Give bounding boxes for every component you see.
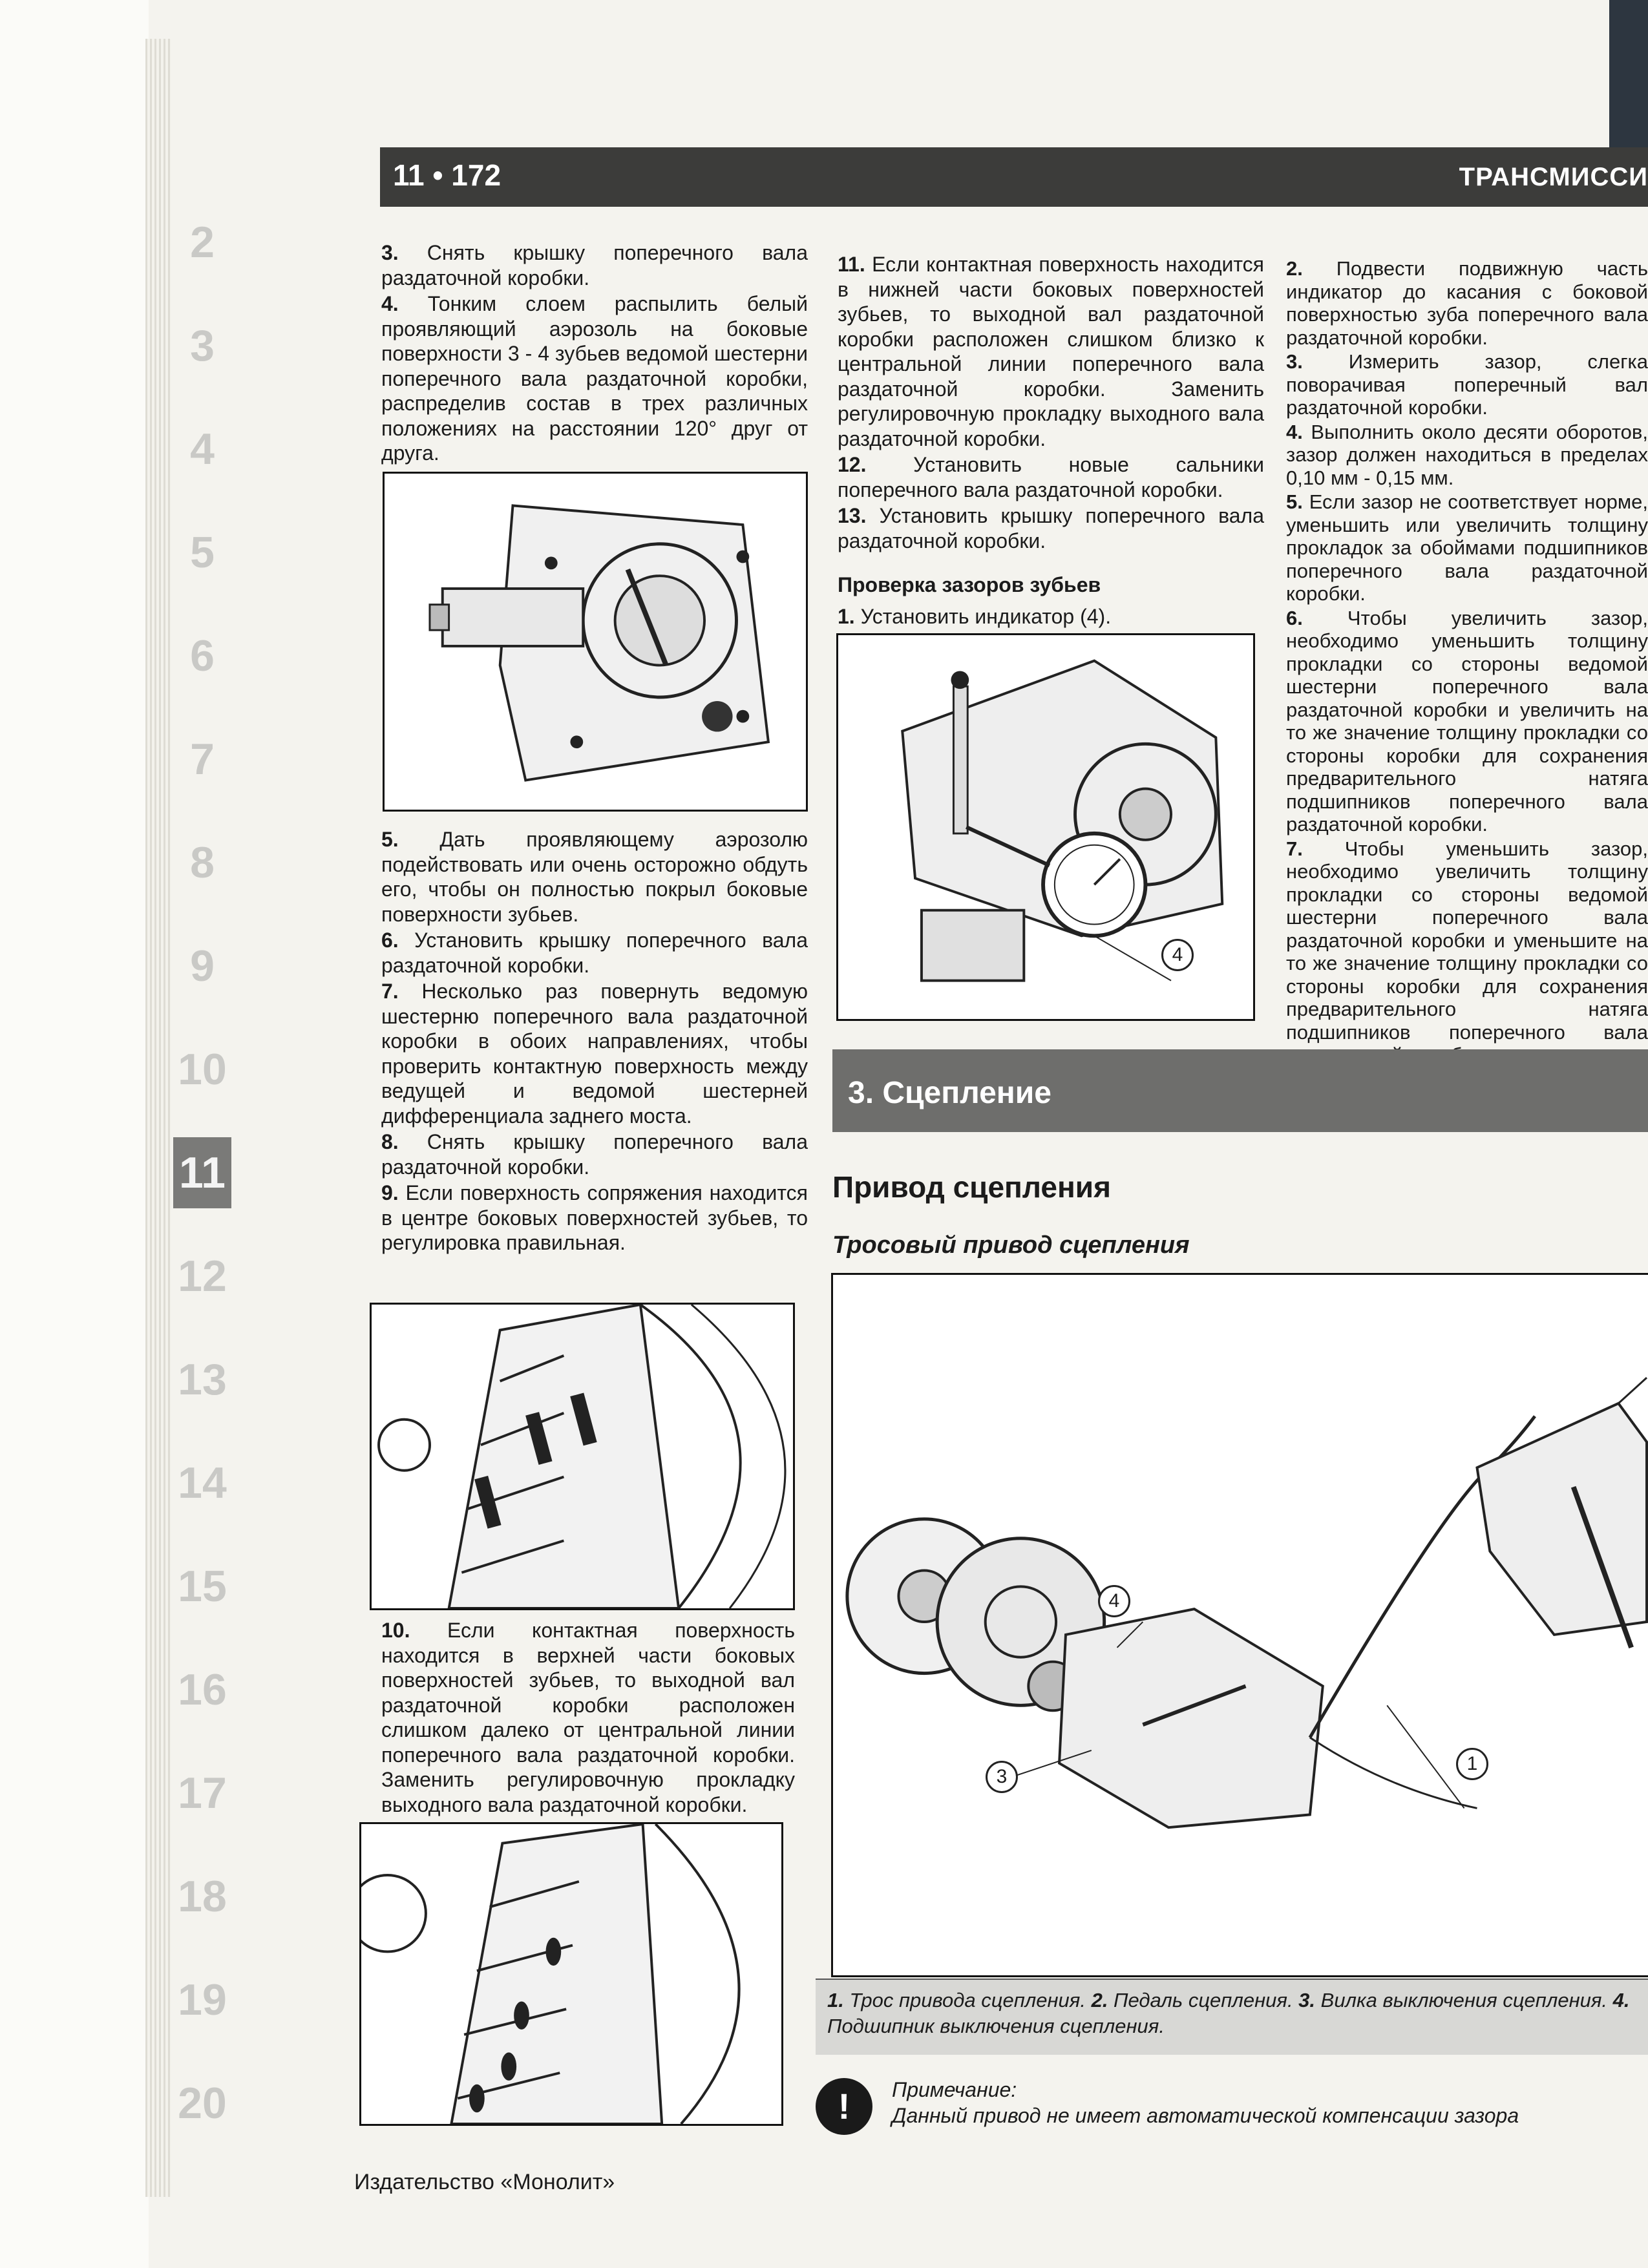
page-header — [380, 147, 1648, 207]
step-1-install-indicator: 1. Установить индикатор (4). — [838, 604, 1112, 628]
step-13: 13. Установить крышку поперечного вала раздаточной коробки. — [838, 504, 1264, 552]
step-3: 3. Снять крышку поперечного вала раздаточной коробки. — [381, 241, 808, 289]
thumb-tab-17: 17 — [178, 1769, 227, 1818]
thumb-tab-3: 3 — [190, 321, 215, 370]
step-6: 6. Чтобы увеличить зазор, необходимо уменьшить толщину прокладки со стороны ведомой шестерни поперечного вала раздаточной коробки и увеличить на то же значение толщину прокладки со стороны коробки для сохранения предварительного натяга подшипников поперечного вала раздаточной коробки. — [1286, 606, 1648, 835]
figure-caption: 1. Трос привода сцепления. 2. Педаль сцепления. 3. Вилка выключения сцепления. 4. Подшипник выключения сцепления. — [816, 1979, 1648, 2055]
figure-clutch-assembly — [831, 1273, 1648, 1977]
chapter-title: ТРАНСМИССИ — [1459, 163, 1648, 191]
callout-1: 1 — [1456, 1748, 1488, 1780]
thumb-tab-16: 16 — [178, 1665, 227, 1714]
column-1-middle — [381, 827, 808, 1257]
step-3: 3. Измерить зазор, слегка поворачивая поперечный вал раздаточной коробки. — [1286, 350, 1648, 419]
step-5: 5. Дать проявляющему аэрозолю подействовать или очень осторожно обдуть его, чтобы он полностью покрыл боковые поверхности зубьев. — [381, 828, 808, 926]
thumb-tab-12: 12 — [178, 1252, 227, 1301]
thumb-tab-14: 14 — [178, 1458, 227, 1507]
step-10: 10. Если контактная поверхность находится в верхней части боковых поверхностей зубьев, то выходной вал раздаточной коробки расположен слишком далеко от центральной линии поперечного вала раздаточной коробки. Заменить регулировочную прокладку выходного вала раздаточной коробки. — [381, 1619, 795, 1816]
column-3-text — [1286, 257, 1648, 1092]
thumb-tab-18: 18 — [178, 1872, 227, 1921]
section-banner — [832, 1049, 1648, 1132]
thumb-tab-9: 9 — [190, 941, 215, 991]
thumb-tab-10: 10 — [178, 1045, 227, 1094]
step-6: 6. Установить крышку поперечного вала раздаточной коробки. — [381, 929, 808, 977]
thumb-tab-6: 6 — [190, 631, 215, 680]
thumb-tab-7: 7 — [190, 735, 215, 784]
note-box — [816, 2074, 1648, 2145]
thumb-tab-8: 8 — [190, 838, 215, 887]
page-number: 11 • 172 — [393, 158, 502, 192]
note-label: Примечание: — [892, 2078, 1017, 2101]
step-9: 9. Если поверхность сопряжения находится в центре боковых поверхностей зубьев, то регулировка правильная. — [381, 1181, 808, 1254]
step-4: 4. Выполнить около десяти оборотов, зазор должен находиться в пределах 0,10 мм - 0,15 мм. — [1286, 420, 1648, 489]
figure-gear-teeth-top — [359, 1822, 783, 2126]
step-5: 5. Если зазор не соответствует норме, уменьшить или увеличить толщину прокладок за обоймами подшипников поперечного вала раздаточной коробки. — [1286, 490, 1648, 605]
thumb-tab-20: 20 — [178, 2079, 227, 2128]
step-7: 7. Несколько раз повернуть ведомую шестерню поперечного вала раздаточной коробки в обоих направлениях, чтобы проверить контактную поверхность между ведущей и ведомой шестерней дифференциала заднего моста. — [381, 980, 808, 1128]
heading-clutch-drive: Привод сцепления — [832, 1170, 1111, 1204]
section-title: 3. Сцепление — [848, 1076, 1051, 1110]
subheading-backlash-check: Проверка зазоров зубьев — [838, 573, 1101, 596]
figure-dial-indicator — [836, 633, 1255, 1021]
thumb-tab-11: 11 — [173, 1137, 231, 1208]
callout-3: 3 — [986, 1761, 1018, 1793]
heading-cable-clutch-drive: Тросовый привод сцепления — [832, 1232, 1190, 1259]
step-8: 8. Снять крышку поперечного вала раздаточной коробки. — [381, 1130, 808, 1179]
column-2-text — [838, 252, 1264, 630]
step-4: 4. Тонким слоем распылить белый проявляющий аэрозоль на боковые поверхности 3 - 4 зубьев ведомой шестерни поперечного вала раздаточной коробки, распределив состав в трех различных положениях на расстоянии 120° друг от друга. — [381, 292, 808, 465]
thumb-tab-5: 5 — [190, 528, 215, 577]
thumb-index — [173, 207, 231, 2178]
figure-gear-teeth-center — [370, 1303, 795, 1610]
scan-margin-left — [0, 0, 149, 2268]
lightbulb-icon: ! — [816, 2078, 872, 2135]
callout-4: 4 — [1161, 939, 1194, 971]
publisher-footer: Издательство «Монолит» — [354, 2170, 615, 2194]
column-1-top — [381, 240, 808, 467]
thumb-tab-19: 19 — [178, 1975, 227, 2024]
thumb-tab-13: 13 — [178, 1355, 227, 1404]
page-stack-edge — [145, 39, 171, 2197]
column-1-bottom — [381, 1618, 795, 1818]
callout-4: 4 — [1098, 1585, 1130, 1617]
thumb-tab-15: 15 — [178, 1562, 227, 1611]
thumb-tab-2: 2 — [190, 218, 215, 267]
note-text: Данный привод не имеет автоматической компенсации зазора — [892, 2104, 1519, 2127]
step-2: 2. Подвести подвижную часть индикатор до касания с боковой поверхностью зуба поперечного вала раздаточной коробки. — [1286, 257, 1648, 349]
thumb-tab-4: 4 — [190, 425, 215, 474]
step-11: 11. Если контактная поверхность находится в нижней части боковых поверхностей зубьев, то выходной вал раздаточной коробки расположен слишком близко к центральной линии поперечного вала раздаточной коробки. Заменить регулировочную прокладку выходного вала раздаточной коробки. — [838, 253, 1264, 450]
step-12: 12. Установить новые сальники поперечного вала раздаточной коробки. — [838, 453, 1264, 501]
step-7: 7. Чтобы уменьшить зазор, необходимо увеличить толщину прокладки со стороны ведомой шестерни поперечного вала раздаточной коробки и уменьшите на то же значение толщину прокладки со стороны коробки для сохранения предварительного натяга подшипников поперечного вала — [1286, 837, 1648, 1044]
figure-transfer-case-cover — [383, 472, 808, 812]
